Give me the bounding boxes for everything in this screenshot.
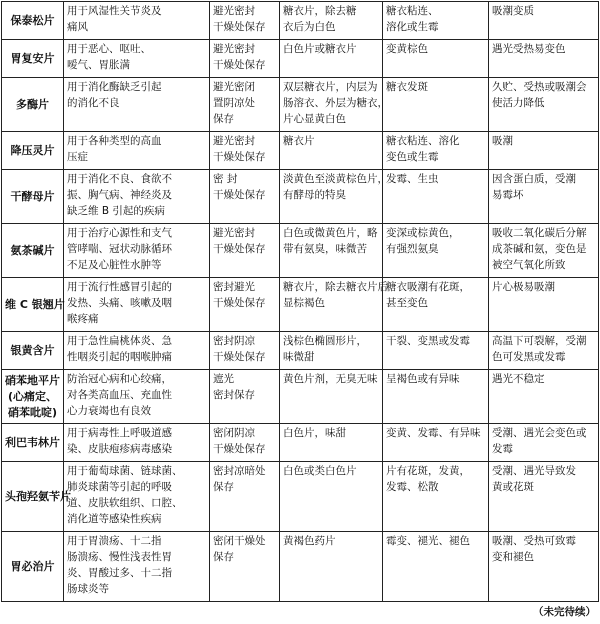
table-row — [2, 332, 599, 370]
cell-line: (心痛定、 — [7, 389, 58, 403]
appearance-cell — [280, 370, 383, 424]
cell-line: 肠溃疡、慢性浅表性胃 — [67, 551, 172, 563]
storage-cell — [210, 170, 280, 224]
cell-line: 用于治疗心源性和支气 — [67, 227, 172, 239]
drug-name-cell — [2, 2, 64, 40]
appearance-cell — [280, 78, 388, 132]
cell-line: 避光密闭 — [213, 81, 255, 93]
appearance-cell — [280, 462, 383, 532]
storage-cell — [210, 332, 280, 370]
cell-line: 振、胸气病、神经炎及 — [67, 189, 172, 201]
cell-line: 白色片或糖衣片 — [283, 43, 357, 55]
cell-line: 密封保存 — [213, 389, 255, 401]
cell-line: 用于葡萄球菌、链球菌、 — [67, 465, 183, 477]
cell-line: 发霉 — [492, 443, 513, 455]
deterioration-cell — [383, 532, 489, 602]
cell-line: 硝苯地平片 — [5, 373, 60, 387]
cell-line: 氨茶碱片 — [10, 243, 55, 257]
drug-name-cell — [2, 40, 64, 78]
cell-line: 用于各种类型的高血 — [67, 135, 162, 147]
cell-line: 嗳气、胃胀满 — [67, 59, 130, 71]
cell-line: 保存 — [213, 113, 234, 125]
cell-line: 干燥处保存 — [213, 21, 266, 33]
indication-cell — [64, 170, 210, 224]
cell-line: 对各类高血压、充血性 — [67, 389, 172, 401]
cell-line: 带有氨臭，味微苦 — [283, 243, 367, 255]
cell-line: 黄或花斑 — [492, 481, 534, 493]
cell-line: 心力衰竭也有良效 — [67, 405, 151, 417]
cell-line: 防治冠心病和心绞痛， — [67, 373, 172, 385]
drug-name-cell — [2, 370, 64, 424]
cause-cell — [489, 532, 599, 602]
appearance-cell — [280, 132, 383, 170]
cell-line: 使活力降低 — [492, 97, 545, 109]
table-row — [2, 462, 599, 532]
cell-line: 多酶片 — [16, 97, 49, 111]
table-row — [2, 132, 599, 170]
cause-cell — [489, 78, 599, 132]
cell-line: 受潮、遇光会变色或 — [492, 427, 587, 439]
cell-line: 干酵母片 — [10, 189, 55, 203]
table-row — [2, 424, 599, 462]
indication-cell — [64, 532, 210, 602]
storage-cell — [210, 462, 280, 532]
deterioration-cell — [383, 170, 489, 224]
cell-line: 干燥处保存 — [213, 351, 266, 363]
cell-line: 喉疼痛 — [67, 313, 99, 325]
cell-line: 保存 — [213, 551, 234, 563]
deterioration-cell — [383, 370, 489, 424]
cell-line: 肺炎球菌等引起的呼吸 — [67, 481, 172, 493]
indication-cell — [64, 278, 210, 332]
cell-line: 衣后为白色 — [283, 21, 336, 33]
cell-line: 易霉坏 — [492, 189, 524, 201]
cell-line: 黄色片剂，无臭无味 — [283, 373, 378, 385]
cell-line: 吸潮变质 — [492, 5, 534, 17]
cell-line: 糖衣吸潮有花斑， — [386, 281, 470, 293]
cell-line: 染、皮肤疱疹病毒感染 — [67, 443, 172, 455]
deterioration-cell — [383, 424, 489, 462]
cell-line: 头孢羟氨苄片 — [5, 489, 71, 503]
table-row — [2, 532, 599, 602]
deterioration-cell — [383, 462, 489, 532]
cell-line: 淡黄色至淡黄棕色片， — [283, 173, 388, 185]
cell-line: 有强烈氨臭 — [386, 243, 439, 255]
cell-line: 干燥处保存 — [213, 297, 266, 309]
cell-line: 遇光不稳定 — [492, 373, 545, 385]
cell-line: 遇光受热易变色 — [492, 43, 566, 55]
drug-name-cell — [2, 278, 64, 332]
cell-line: 高温下可裂解，受潮 — [492, 335, 587, 347]
cell-line: 白色或微黄色片，略 — [283, 227, 378, 239]
storage-cell — [210, 78, 280, 132]
cell-line: 密闭干燥处 — [213, 535, 266, 547]
cell-line: 浅棕色椭圆形片， — [283, 335, 367, 347]
cell-line: 变深或棕黄色， — [386, 227, 460, 239]
cell-line: 吸潮、受热可致霉 — [492, 535, 576, 547]
cell-line: 发热、头痛、咳嗽及咽 — [67, 297, 172, 309]
cell-line: 吸潮 — [492, 135, 513, 147]
cell-line: 白色片，味甜 — [283, 427, 346, 439]
deterioration-cell — [383, 278, 489, 332]
cell-line: 糖衣粘连、 — [386, 5, 439, 17]
cause-cell — [489, 370, 599, 424]
appearance-cell — [280, 532, 383, 602]
cell-line: 霉变、褪光、褪色 — [386, 535, 470, 547]
appearance-cell — [280, 224, 383, 278]
appearance-cell — [280, 278, 388, 332]
cause-cell — [489, 462, 599, 532]
cell-line: 糖衣发斑 — [386, 81, 428, 93]
table-row — [2, 278, 599, 332]
cell-line: 干燥处保存 — [213, 443, 266, 455]
cell-line: 肠溶衣、外层为糖衣， — [283, 97, 388, 109]
drug-name-cell — [2, 462, 71, 532]
storage-cell — [210, 278, 280, 332]
cell-line: 管哮喘、冠状动脉循环 — [67, 243, 172, 255]
cell-line: 密封避光 — [213, 281, 255, 293]
continued-note: （未完待续） — [533, 606, 596, 618]
deterioration-cell — [383, 332, 489, 370]
cell-line: 黄褐色药片 — [283, 535, 336, 547]
cell-line: 发霉、生虫 — [386, 173, 439, 185]
cell-line: 干燥处保存 — [213, 59, 266, 71]
deterioration-cell — [383, 2, 489, 40]
indication-cell — [64, 224, 210, 278]
cell-line: 痛风 — [67, 21, 88, 33]
storage-cell — [210, 224, 280, 278]
cell-line: 的消化不良 — [67, 97, 120, 109]
deterioration-cell — [383, 40, 489, 78]
appearance-cell — [280, 424, 383, 462]
cell-line: 因含蛋白质，受潮 — [492, 173, 576, 185]
appearance-cell — [280, 2, 383, 40]
indication-cell — [64, 370, 210, 424]
drug-name-cell — [2, 424, 64, 462]
cell-line: 干燥处保存 — [213, 151, 266, 163]
cell-line: 用于胃溃疡、十二指 — [67, 535, 162, 547]
cell-line: 糖衣片 — [283, 135, 315, 147]
storage-cell — [210, 132, 280, 170]
cell-line: 用于恶心、呕吐、 — [67, 43, 151, 55]
cause-cell — [489, 424, 599, 462]
indication-cell — [64, 78, 210, 132]
cell-line: 置阴凉处 — [213, 97, 255, 109]
cell-line: 性咽炎引起的咽喉肿痛 — [67, 351, 172, 363]
cell-line: 溶化或生霉 — [386, 21, 439, 33]
storage-cell — [210, 2, 280, 40]
indication-cell — [64, 132, 210, 170]
cell-line: 用于消化不良、食欲不 — [67, 173, 172, 185]
cell-line: 糖衣片，除去糖衣片后 — [283, 281, 388, 293]
cause-cell — [489, 132, 599, 170]
cell-line: 密闭阴凉 — [213, 427, 255, 439]
cause-cell — [489, 40, 599, 78]
cell-line: 味微甜 — [283, 351, 315, 363]
cell-line: 胃必治片 — [10, 559, 55, 573]
cell-line: 有酵母的特臭 — [283, 189, 346, 201]
cell-line: 避光密封 — [213, 227, 255, 239]
cell-line: 用于流行性感冒引起的 — [67, 281, 172, 293]
cell-line: 遮光 — [213, 373, 234, 385]
cell-line: 避光密封 — [213, 135, 255, 147]
cause-cell — [489, 170, 599, 224]
indication-cell — [64, 462, 210, 532]
deterioration-cell — [383, 78, 489, 132]
cell-line: 糖衣粘连、溶化 — [386, 135, 460, 147]
cell-line: 密封凉暗处 — [213, 465, 266, 477]
cell-line: 干裂、变黑或发霉 — [386, 335, 470, 347]
cell-line: 银黄含片 — [10, 343, 55, 357]
drug-name-cell — [2, 170, 64, 224]
deterioration-cell — [383, 132, 489, 170]
cause-cell — [489, 278, 599, 332]
storage-cell — [210, 532, 280, 602]
cell-line: 硝苯吡啶) — [7, 405, 58, 419]
indication-cell — [64, 424, 210, 462]
cell-line: 不足及心脏性水肿等 — [67, 259, 162, 271]
cause-cell — [489, 224, 599, 278]
cell-line: 胃复安片 — [10, 51, 55, 65]
table-row — [2, 224, 599, 278]
table-row — [2, 170, 599, 224]
cell-line: 保泰松片 — [10, 13, 55, 27]
cell-line: 炎、胃酸过多、十二指 — [67, 567, 172, 579]
cell-line: 被空气氧化所致 — [492, 259, 566, 271]
cell-line: 干燥处保存 — [213, 189, 266, 201]
drug-name-cell — [2, 332, 64, 370]
cell-line: 降压灵片 — [10, 143, 55, 157]
deterioration-cell — [383, 224, 489, 278]
cell-line: 显棕褐色 — [283, 297, 325, 309]
cell-line: 双层糖衣片，内层为 — [283, 81, 378, 93]
cell-line: 变和褪色 — [492, 551, 534, 563]
drug-storage-table — [1, 1, 599, 602]
storage-cell — [210, 370, 280, 424]
cell-line: 压症 — [67, 151, 88, 163]
cell-line: 呈褐色或有异味 — [386, 373, 460, 385]
cell-line: 久贮、受热或吸潮会 — [492, 81, 587, 93]
drug-name-cell — [2, 132, 64, 170]
cell-line: 吸收二氧化碳后分解 — [492, 227, 587, 239]
cell-line: 消化道等感染性疾病 — [67, 513, 162, 525]
cell-line: 避光密封 — [213, 43, 255, 55]
drug-name-cell — [2, 532, 64, 602]
cell-line: 缺乏维 B 引起的疾病 — [67, 205, 165, 217]
indication-cell — [64, 40, 210, 78]
cell-line: 利巴韦林片 — [5, 435, 60, 449]
indication-cell — [64, 332, 210, 370]
table-row — [2, 78, 599, 132]
cell-line: 甚至变色 — [386, 297, 428, 309]
cell-line: 密封阴凉 — [213, 335, 255, 347]
cell-line: 片心极易吸潮 — [492, 281, 555, 293]
cell-line: 变黄棕色 — [386, 43, 428, 55]
cell-line: 发霉、松散 — [386, 481, 439, 493]
appearance-cell — [280, 170, 388, 224]
cell-line: 用于病毒性上呼吸道感 — [67, 427, 172, 439]
cell-line: 成茶碱和氨，变色是 — [492, 243, 587, 255]
cell-line: 道、皮肤软组织、口腔、 — [67, 497, 183, 509]
cell-line: 密 封 — [213, 173, 238, 185]
cell-line: 用于急性扁桃体炎、急 — [67, 335, 172, 347]
table-row — [2, 2, 599, 40]
cause-cell — [489, 2, 599, 40]
table-row — [2, 40, 599, 78]
appearance-cell — [280, 332, 383, 370]
cell-line: 避光密封 — [213, 5, 255, 17]
cell-line: 片心显黄白色 — [283, 113, 346, 125]
table-body — [2, 2, 599, 602]
cell-line: 变色或生霉 — [386, 151, 439, 163]
cell-line: 糖衣片，除去糖 — [283, 5, 357, 17]
cell-line: 用于风湿性关节炎及 — [67, 5, 162, 17]
cell-line: 变黄、发霉、有异味 — [386, 427, 481, 439]
cell-line: 肠球炎等 — [67, 583, 109, 595]
storage-cell — [210, 40, 280, 78]
cell-line: 干燥处保存 — [213, 243, 266, 255]
cell-line: 片有花斑，发黄， — [386, 465, 470, 477]
cause-cell — [489, 332, 599, 370]
indication-cell — [64, 2, 210, 40]
appearance-cell — [280, 40, 383, 78]
cell-line: 保存 — [213, 481, 234, 493]
cell-line: 受潮、遇光导致发 — [492, 465, 576, 477]
drug-name-cell — [2, 78, 64, 132]
table-row — [2, 370, 599, 424]
cell-line: 用于消化酶缺乏引起 — [67, 81, 162, 93]
cell-line: 维 C 银翘片 — [5, 297, 65, 311]
cell-line: 色可发黑或发霉 — [492, 351, 566, 363]
storage-cell — [210, 424, 280, 462]
drug-name-cell — [2, 224, 64, 278]
cell-line: 白色或类白色片 — [283, 465, 357, 477]
